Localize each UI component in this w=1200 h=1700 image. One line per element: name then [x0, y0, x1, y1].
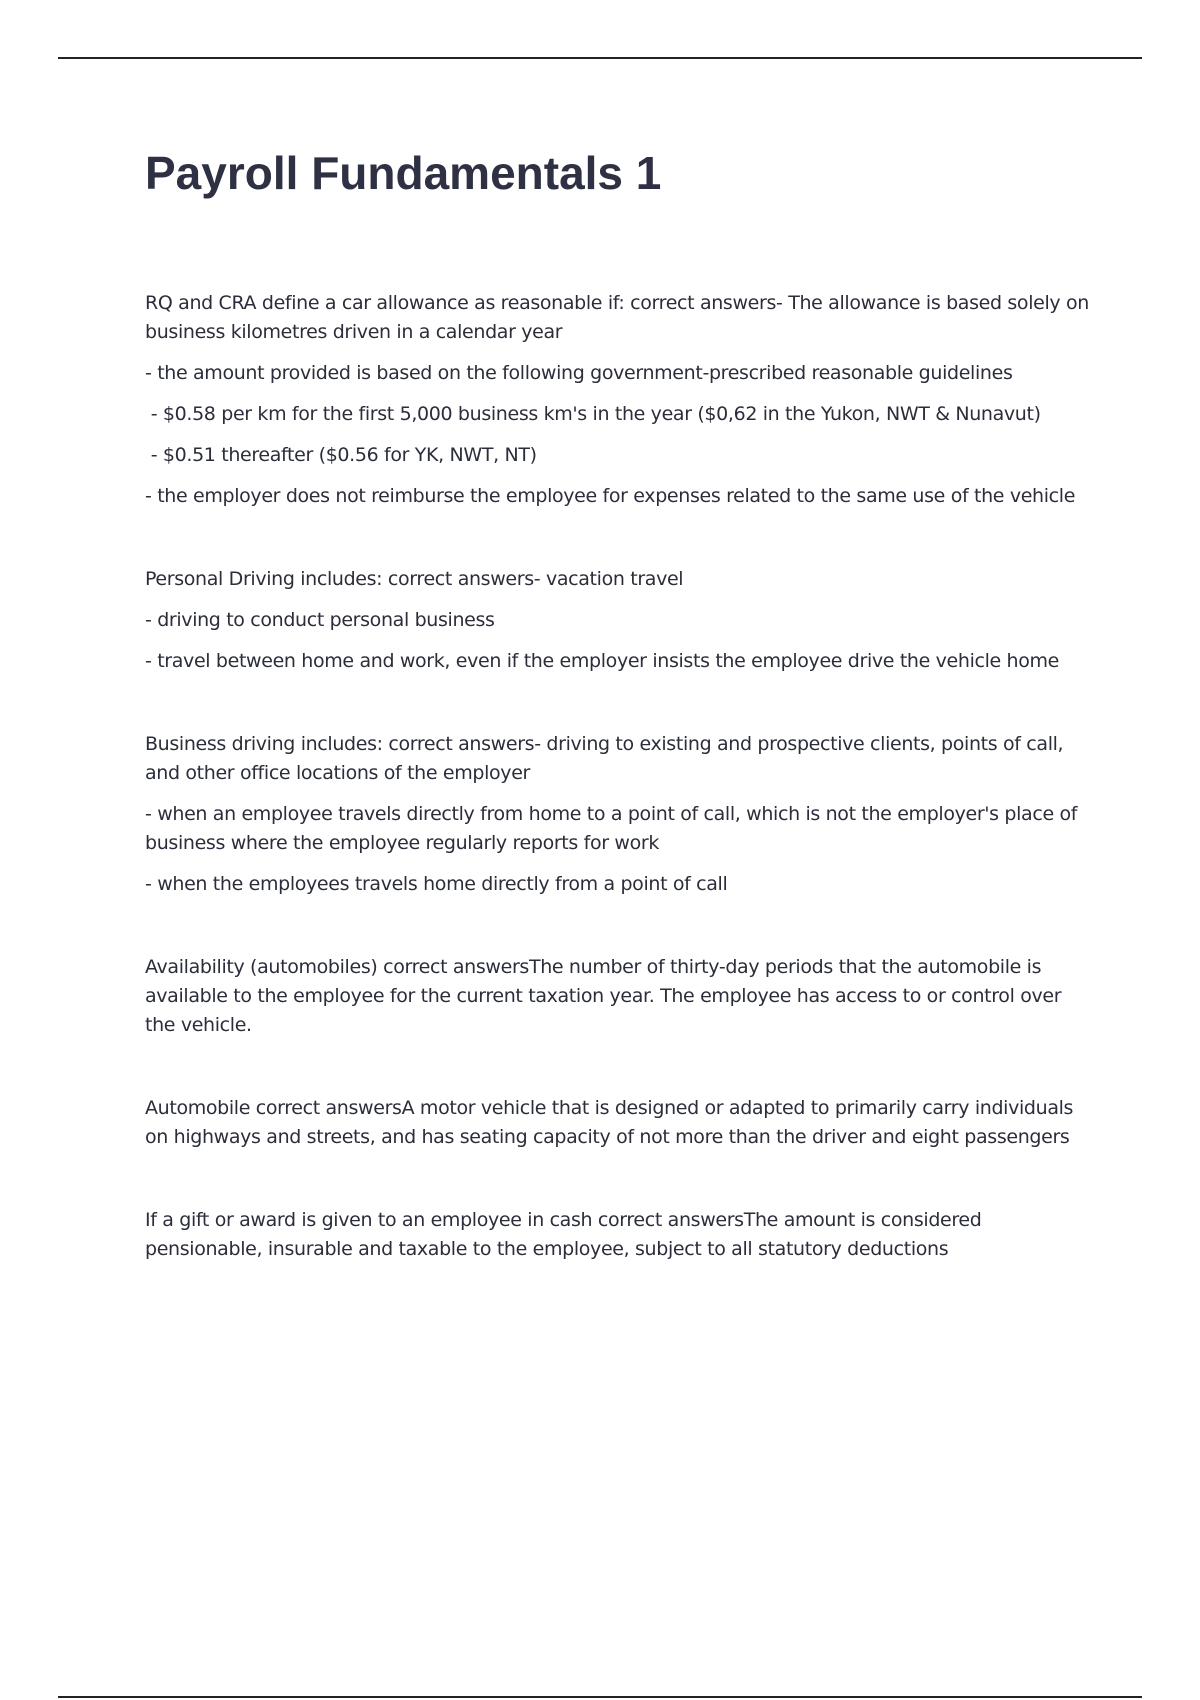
- entry-line: If a gift or award is given to an employee in cash correct answersThe amount is considered pensionable, insurable and taxable to the employee, subject to all statutory deductions: [145, 1209, 988, 1260]
- qa-entry: [145, 565, 1090, 676]
- bottom-divider: [58, 1696, 1142, 1698]
- entry-line: - the employer does not reimburse the employee for expenses related to the same use of the vehicle: [145, 485, 1076, 507]
- qa-entry: [145, 1094, 1090, 1152]
- entry-line: - $0.58 per km for the first 5,000 business km's in the year ($0,62 in the Yukon, NWT & Nunavut): [145, 403, 1041, 425]
- qa-entry: [145, 289, 1095, 511]
- entry-line: - when the employees travels home directly from a point of call: [145, 873, 728, 895]
- top-divider: [58, 57, 1142, 59]
- entry-line: - when an employee travels directly from home to a point of call, which is not the employer's place of business where the employee regularly reports for work: [145, 803, 1083, 854]
- document-body: [145, 289, 1095, 1318]
- entry-line: - driving to conduct personal business: [145, 609, 495, 631]
- qa-entry: [145, 1206, 1090, 1264]
- qa-entry: [145, 730, 1090, 899]
- entry-line: Automobile correct answersA motor vehicle that is designed or adapted to primarily carry individuals on highways and streets, and has seating capacity of not more than the driver and eight passengers: [145, 1097, 1079, 1148]
- entry-line: Personal Driving includes: correct answers- vacation travel: [145, 568, 684, 590]
- page-title: Payroll Fundamentals 1: [145, 147, 662, 199]
- qa-entry: [145, 953, 1090, 1040]
- entry-line: Availability (automobiles) correct answersThe number of thirty-day periods that the automobile is available to the employee for the current taxation year. The employee has access to or control over the vehicle.: [145, 956, 1067, 1036]
- entry-line: RQ and CRA define a car allowance as reasonable if: correct answers- The allowance is based solely on business kilometres driven in a calendar year: [145, 292, 1095, 343]
- entry-line: - the amount provided is based on the following government-prescribed reasonable guidelines: [145, 362, 1013, 384]
- entry-line: - travel between home and work, even if the employer insists the employee drive the vehicle home: [145, 650, 1060, 672]
- entry-line: - $0.51 thereafter ($0.56 for YK, NWT, NT): [145, 444, 537, 466]
- entry-line: Business driving includes: correct answers- driving to existing and prospective clients, points of call, and other office locations of the employer: [145, 733, 1069, 784]
